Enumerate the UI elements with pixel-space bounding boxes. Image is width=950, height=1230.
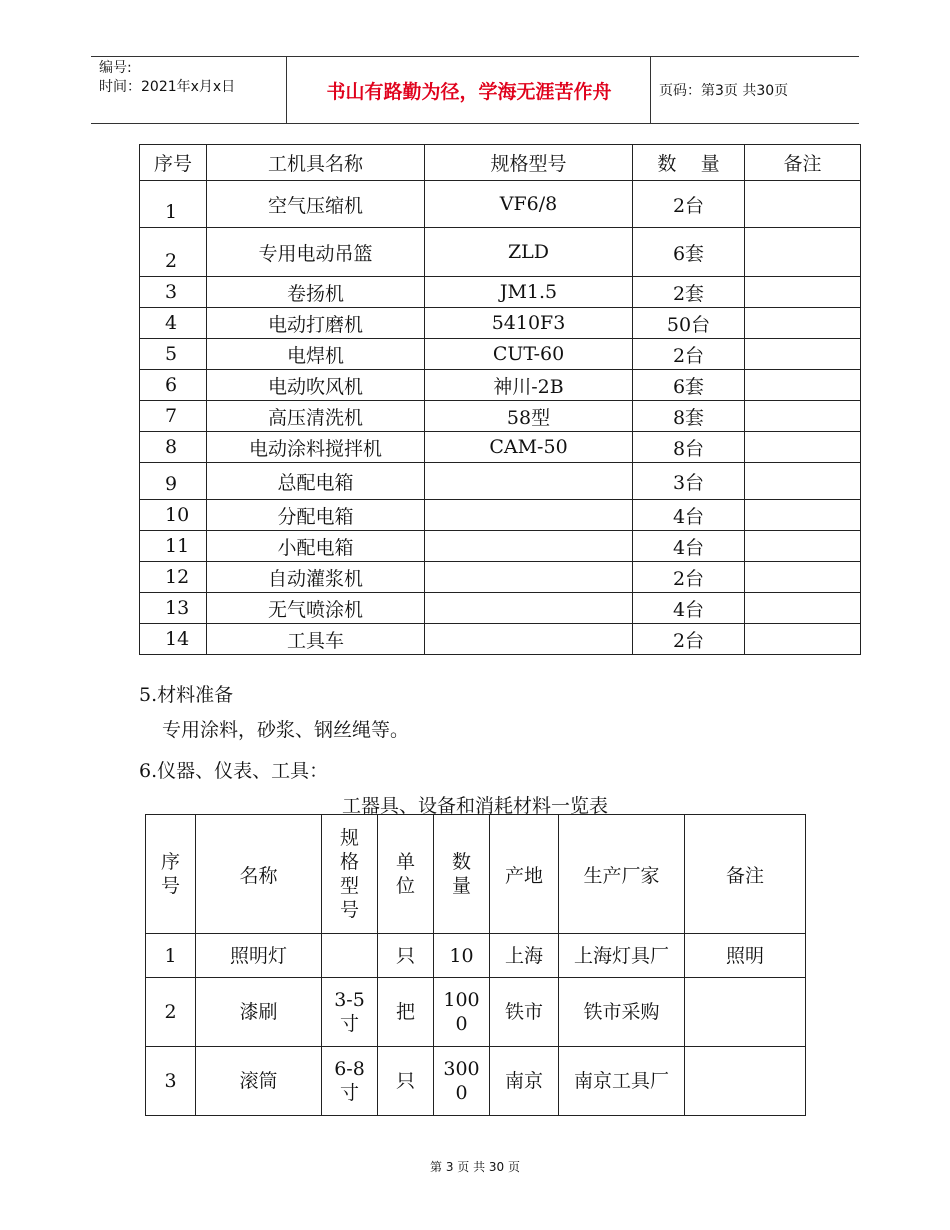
cell-qty: 4台 bbox=[633, 593, 745, 624]
table-row bbox=[140, 277, 861, 308]
cell-no: 4 bbox=[140, 308, 207, 339]
cell-note bbox=[685, 1047, 806, 1116]
cell-unit: 把 bbox=[378, 978, 434, 1047]
table-row bbox=[140, 181, 861, 228]
cell-spec: 神川-2B bbox=[425, 370, 633, 401]
header-cell: 备注 bbox=[685, 815, 806, 934]
section-6-title: 6.仪器、仪表、工具： bbox=[139, 760, 329, 782]
page-header bbox=[91, 56, 859, 124]
cell-note bbox=[745, 308, 861, 339]
cell-qty: 100 0 bbox=[434, 978, 490, 1047]
cell-spec bbox=[425, 531, 633, 562]
cell-no: 2 bbox=[146, 978, 196, 1047]
cell-spec bbox=[322, 934, 378, 978]
cell-note bbox=[745, 531, 861, 562]
cell-note bbox=[745, 624, 861, 655]
cell-name: 电焊机 bbox=[207, 339, 425, 370]
cell-qty: 3台 bbox=[633, 463, 745, 500]
cell-no: 8 bbox=[140, 432, 207, 463]
cell-note bbox=[745, 562, 861, 593]
table-row bbox=[140, 228, 861, 277]
cell-qty: 2套 bbox=[633, 277, 745, 308]
header-cell: 数 量 bbox=[633, 145, 745, 181]
table-row bbox=[146, 934, 806, 978]
cell-spec: CUT-60 bbox=[425, 339, 633, 370]
table-row bbox=[146, 978, 806, 1047]
cell-spec: ZLD bbox=[425, 228, 633, 277]
cell-maker: 铁市采购 bbox=[559, 978, 685, 1047]
cell-note bbox=[685, 978, 806, 1047]
header-cell: 名称 bbox=[196, 815, 322, 934]
cell-no: 3 bbox=[146, 1047, 196, 1116]
cell-qty: 50台 bbox=[633, 308, 745, 339]
equipment-table bbox=[145, 814, 806, 1116]
cell-qty: 2台 bbox=[633, 339, 745, 370]
cell-name: 卷扬机 bbox=[207, 277, 425, 308]
header-cell: 数 量 bbox=[434, 815, 490, 934]
cell-qty: 4台 bbox=[633, 500, 745, 531]
cell-name: 电动吹风机 bbox=[207, 370, 425, 401]
cell-spec bbox=[425, 562, 633, 593]
cell-name: 高压清洗机 bbox=[207, 401, 425, 432]
cell-no: 12 bbox=[140, 562, 207, 593]
header-motto: 书山有路勤为径，学海无涯苦作舟 bbox=[326, 81, 612, 103]
table-row bbox=[146, 1047, 806, 1116]
header-cell: 单 位 bbox=[378, 815, 434, 934]
cell-origin: 上海 bbox=[490, 934, 559, 978]
cell-note bbox=[745, 463, 861, 500]
cell-note bbox=[745, 339, 861, 370]
cell-no: 6 bbox=[140, 370, 207, 401]
cell-origin: 南京 bbox=[490, 1047, 559, 1116]
section-5-body: 专用涂料，砂浆、钢丝绳等。 bbox=[162, 719, 410, 741]
cell-spec bbox=[425, 593, 633, 624]
page-footer: 第 3 页 共 30 页 bbox=[430, 1160, 520, 1174]
cell-name: 电动涂料搅拌机 bbox=[207, 432, 425, 463]
cell-qty: 6套 bbox=[633, 228, 745, 277]
cell-note bbox=[745, 181, 861, 228]
header-meta bbox=[99, 59, 235, 97]
cell-maker: 上海灯具厂 bbox=[559, 934, 685, 978]
table-row bbox=[140, 339, 861, 370]
cell-qty: 6套 bbox=[633, 370, 745, 401]
header-cell: 产地 bbox=[490, 815, 559, 934]
cell-spec: VF6/8 bbox=[425, 181, 633, 228]
header-cell: 生产厂家 bbox=[559, 815, 685, 934]
cell-note bbox=[745, 370, 861, 401]
cell-spec: 6-8 寸 bbox=[322, 1047, 378, 1116]
header-cell: 序号 bbox=[140, 145, 207, 181]
table-row bbox=[140, 401, 861, 432]
table-row bbox=[140, 562, 861, 593]
cell-spec: 5410F3 bbox=[425, 308, 633, 339]
cell-qty: 2台 bbox=[633, 181, 745, 228]
cell-spec: 3-5 寸 bbox=[322, 978, 378, 1047]
cell-name: 滚筒 bbox=[196, 1047, 322, 1116]
table-row bbox=[140, 500, 861, 531]
cell-name: 电动打磨机 bbox=[207, 308, 425, 339]
table-row bbox=[140, 432, 861, 463]
cell-name: 空气压缩机 bbox=[207, 181, 425, 228]
cell-note bbox=[745, 228, 861, 277]
cell-unit: 只 bbox=[378, 934, 434, 978]
cell-note bbox=[745, 593, 861, 624]
cell-no: 1 bbox=[140, 181, 207, 228]
cell-qty: 2台 bbox=[633, 562, 745, 593]
header-cell: 序 号 bbox=[146, 815, 196, 934]
cell-qty: 8台 bbox=[633, 432, 745, 463]
table-header-row bbox=[146, 815, 806, 934]
cell-no: 5 bbox=[140, 339, 207, 370]
doc-code-label: 编号: bbox=[99, 60, 132, 76]
header-page-number: 页码：第3页 共30页 bbox=[659, 83, 789, 99]
cell-qty: 4台 bbox=[633, 531, 745, 562]
cell-spec: CAM-50 bbox=[425, 432, 633, 463]
cell-spec bbox=[425, 500, 633, 531]
cell-spec bbox=[425, 624, 633, 655]
cell-no: 13 bbox=[140, 593, 207, 624]
header-divider bbox=[650, 57, 651, 123]
cell-note bbox=[745, 432, 861, 463]
cell-note bbox=[745, 500, 861, 531]
equipment-table-caption: 工器具、设备和消耗材料一览表 bbox=[341, 795, 608, 817]
cell-no: 1 bbox=[146, 934, 196, 978]
section-5-title: 5.材料准备 bbox=[139, 684, 234, 706]
cell-no: 2 bbox=[140, 228, 207, 277]
cell-maker: 南京工具厂 bbox=[559, 1047, 685, 1116]
cell-no: 9 bbox=[140, 463, 207, 500]
cell-name: 照明灯 bbox=[196, 934, 322, 978]
cell-name: 专用电动吊篮 bbox=[207, 228, 425, 277]
cell-spec: 58型 bbox=[425, 401, 633, 432]
table-row bbox=[140, 308, 861, 339]
cell-qty: 10 bbox=[434, 934, 490, 978]
cell-unit: 只 bbox=[378, 1047, 434, 1116]
table-row bbox=[140, 624, 861, 655]
cell-qty: 8套 bbox=[633, 401, 745, 432]
cell-no: 7 bbox=[140, 401, 207, 432]
header-cell: 规 格 型 号 bbox=[322, 815, 378, 934]
header-divider bbox=[286, 57, 287, 123]
cell-name: 小配电箱 bbox=[207, 531, 425, 562]
cell-spec: JM1.5 bbox=[425, 277, 633, 308]
cell-no: 10 bbox=[140, 500, 207, 531]
cell-name: 漆刷 bbox=[196, 978, 322, 1047]
table-row bbox=[140, 370, 861, 401]
cell-name: 总配电箱 bbox=[207, 463, 425, 500]
cell-name: 无气喷涂机 bbox=[207, 593, 425, 624]
cell-qty: 300 0 bbox=[434, 1047, 490, 1116]
table-header-row bbox=[140, 145, 861, 181]
table-row bbox=[140, 531, 861, 562]
cell-note bbox=[745, 401, 861, 432]
doc-time-label: 时间：2021年x月x日 bbox=[99, 79, 236, 95]
header-cell: 备注 bbox=[745, 145, 861, 181]
cell-no: 11 bbox=[140, 531, 207, 562]
table-row bbox=[140, 463, 861, 500]
tools-table bbox=[139, 144, 861, 655]
cell-origin: 铁市 bbox=[490, 978, 559, 1047]
cell-name: 自动灌浆机 bbox=[207, 562, 425, 593]
header-cell: 工机具名称 bbox=[207, 145, 425, 181]
cell-note bbox=[745, 277, 861, 308]
cell-name: 工具车 bbox=[207, 624, 425, 655]
cell-spec bbox=[425, 463, 633, 500]
table-row bbox=[140, 593, 861, 624]
cell-note: 照明 bbox=[685, 934, 806, 978]
header-cell: 规格型号 bbox=[425, 145, 633, 181]
cell-no: 3 bbox=[140, 277, 207, 308]
cell-qty: 2台 bbox=[633, 624, 745, 655]
cell-no: 14 bbox=[140, 624, 207, 655]
cell-name: 分配电箱 bbox=[207, 500, 425, 531]
